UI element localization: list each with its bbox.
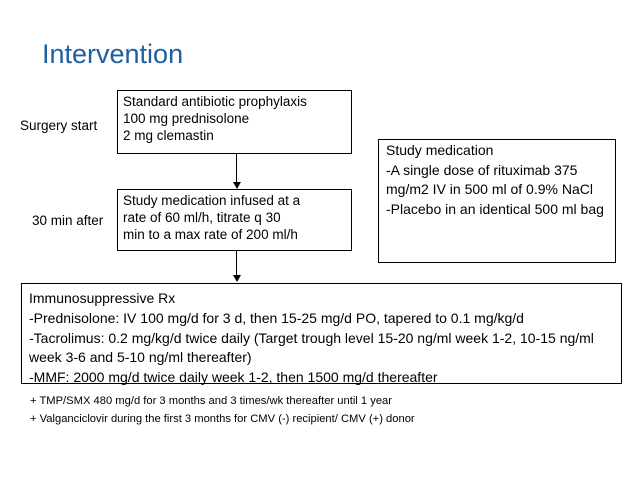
study-medication-box [378,139,616,263]
arrow-shaft [236,154,237,182]
note-valganciclovir: + Valganciclovir during the first 3 months for CMV (-) recipient/ CMV (+) donor [30,413,415,425]
page-title: Intervention [42,39,184,69]
infusion-box [117,189,352,251]
box-line: min to a max rate of 200 ml/h [123,227,298,243]
arrow-shaft [236,251,237,275]
label-30-min-after: 30 min after [32,213,104,228]
box-line: -Tacrolimus: 0.2 mg/kg/d twice daily (Target trough level 15-20 ng/ml week 1-2, 10-15 ng/ml week 3-6 and 5-10 ng/ml thereafter) [29,329,594,366]
arrow-down-icon [233,275,241,282]
box-line: Standard antibiotic prophylaxis [123,94,307,109]
note-tmp-smx: + TMP/SMX 480 mg/d for 3 months and 3 times/wk thereafter until 1 year [30,395,392,407]
standard-prophylaxis-box [117,90,352,154]
arrow-down-icon [233,182,241,189]
immunosuppressive-box [21,283,622,384]
label-surgery-start: Surgery start [20,118,98,133]
box-line: rate of 60 ml/h, titrate q 30 [123,210,281,226]
box-line: -MMF: 2000 mg/d twice daily week 1-2, then 1500 mg/d thereafter [29,369,438,386]
box-line: -Prednisolone: IV 100 mg/d for 3 d, then 15-25 mg/d PO, tapered to 0.1 mg/kg/d [29,309,524,326]
box-line: Immunosuppressive Rx [29,290,176,306]
box-line: Study medication infused at a [123,193,301,208]
box-line: Study medication [386,142,494,158]
box-line: 2 mg clemastin [123,128,214,144]
box-line: -Placebo in an identical 500 ml bag [386,200,604,217]
box-line: 100 mg prednisolone [123,111,250,127]
box-line: -A single dose of rituximab 375 mg/m2 IV in 500 ml of 0.9% NaCl [386,161,593,197]
